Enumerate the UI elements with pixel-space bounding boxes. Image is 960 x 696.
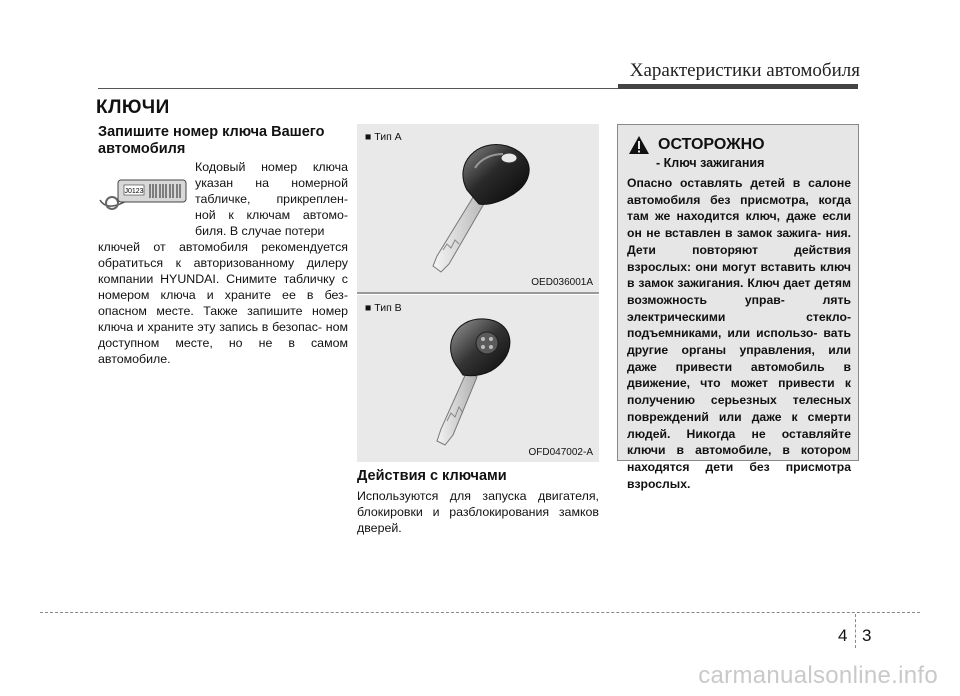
key-number-heading: Запишите номер ключа Вашего автомобиля bbox=[98, 124, 325, 157]
figure-key-type-a bbox=[357, 124, 599, 292]
warning-triangle-icon bbox=[628, 135, 650, 155]
figure-label-type-b: ■ Тип B bbox=[365, 302, 402, 314]
key-actions-text: Используются для запуска двигателя, блокировки и разблокирования замков дверей. bbox=[357, 489, 599, 535]
figure-divider bbox=[357, 292, 599, 294]
key-number-paragraph-part1: Кодовый номер ключа указан на номерной табличке, прикреплен- ной к ключам автомо- биля. В случае потери bbox=[195, 160, 348, 238]
key-actions-heading: Действия с ключами bbox=[357, 468, 507, 484]
figure-code-type-a: OED036001A bbox=[531, 277, 593, 288]
chapter-number: 4 bbox=[838, 626, 848, 645]
warning-box bbox=[617, 124, 859, 491]
figure-key-type-b bbox=[357, 295, 599, 462]
running-header-title: Характеристики автомобиля bbox=[629, 60, 860, 81]
key-tag-number: J0123 bbox=[124, 188, 144, 195]
figure-label-type-a: ■ Тип A bbox=[365, 131, 402, 143]
page-number: 3 bbox=[862, 626, 872, 645]
section-title: КЛЮЧИ bbox=[96, 97, 170, 118]
warning-title: ОСТОРОЖНО bbox=[658, 136, 765, 153]
figure-code-type-b: OFD047002-A bbox=[528, 447, 593, 458]
header-rule-accent bbox=[618, 84, 858, 89]
key-type-b-icon bbox=[357, 295, 599, 462]
watermark: carmanualsonline.info bbox=[698, 662, 938, 689]
key-tag-image bbox=[98, 170, 188, 216]
page-number-separator bbox=[855, 614, 856, 648]
key-type-a-icon bbox=[357, 124, 599, 292]
key-number-paragraph-part2: ключей от автомобиля рекомендуется обратиться к авторизованному дилеру компании HYUNDAI. Снимите табличку с номером ключа и храните ее в без- опасном месте. Также запишите номер ключа и храните эту запись в безопас- ном доступном месте, но не в самом автомобиле. bbox=[98, 240, 348, 366]
warning-title-row bbox=[628, 135, 765, 155]
warning-subtitle: - Ключ зажигания bbox=[656, 156, 765, 170]
warning-text: Опасно оставлять детей в салоне автомобиля без присмотра, когда там же находится ключ, даже если он не вставлен в замок зажига- ния. Дети повторяют действия взрослых: они могут вставить ключ в замок зажигания. Ключ дает детям возможность управ- лять электрическими стекло- подъемниками, или использо- вать другие органы управления, или даже привести автомобиль в движение, что может привести к получению серьезных телесных повреждений или даже к смерти людей. Никогда не оставляйте ключи в автомобиле, в котором находятся дети без присмотра взрослых. bbox=[627, 176, 851, 491]
footer-rule bbox=[40, 612, 920, 613]
